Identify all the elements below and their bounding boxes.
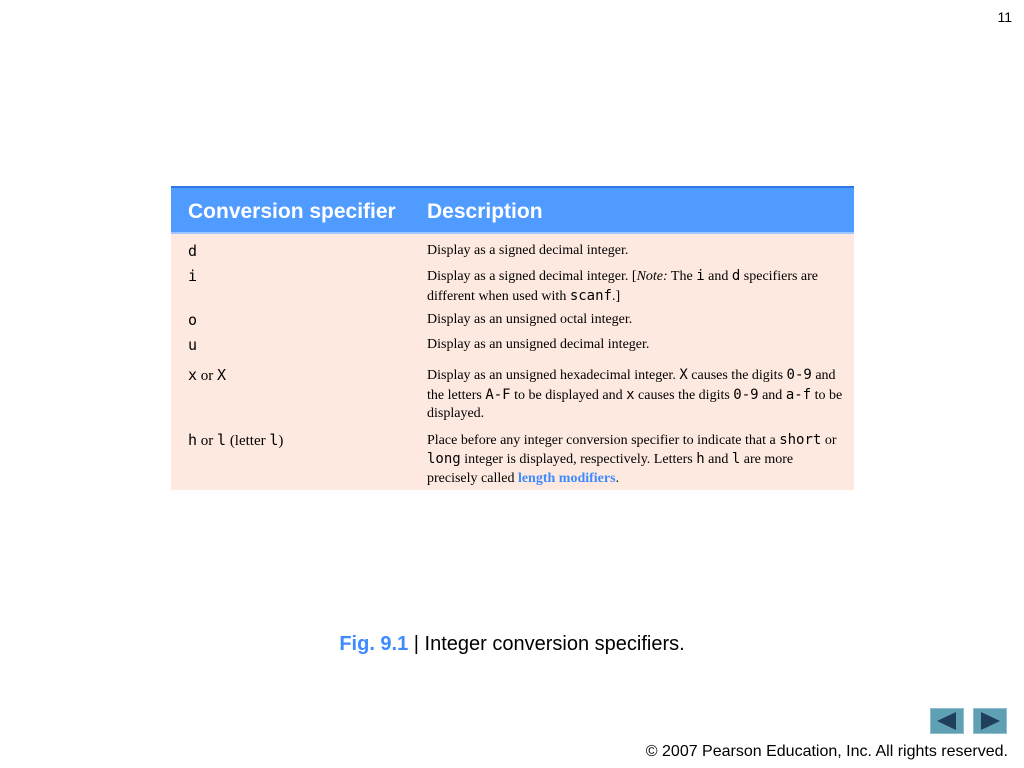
description-text: are more precisely called <box>427 452 794 486</box>
description-cell <box>410 424 854 491</box>
header-description: Description <box>410 187 854 233</box>
code-text: d <box>188 242 198 260</box>
code-text: scanf <box>569 287 612 304</box>
code-text: X <box>679 367 688 383</box>
header-conversion-specifier: Conversion specifier <box>171 187 410 233</box>
description-text: causes the digits <box>634 387 734 403</box>
specifier-cell <box>171 330 410 355</box>
length-modifiers-highlight: length modifiers <box>517 470 616 486</box>
code-text: u <box>188 336 198 354</box>
description-text: The <box>667 269 697 284</box>
previous-slide-button[interactable] <box>930 708 964 734</box>
description-cell <box>410 233 854 262</box>
code-text: X <box>217 366 227 384</box>
specifier-cell <box>171 306 410 330</box>
description-text: to be displayed. <box>427 387 843 421</box>
triangle-left-icon <box>931 709 963 733</box>
code-text: l <box>217 430 227 449</box>
description-text: and the letters <box>427 368 836 403</box>
code-text: h <box>696 451 705 467</box>
description-cell <box>410 355 854 424</box>
code-text: 0-9 <box>733 386 759 403</box>
description-text: Display as an unsigned octal integer. <box>427 312 633 327</box>
description-text: specifiers are different when used with <box>427 269 819 304</box>
table-row <box>171 424 854 491</box>
code-text: x <box>188 366 198 384</box>
description-text: Display as an unsigned hexadecimal integer. <box>427 368 680 383</box>
figure-title: | Integer conversion specifiers. <box>408 633 685 655</box>
copyright-text: © 2007 Pearson Education, Inc. All rights reserved. <box>645 743 1008 760</box>
code-text: l <box>731 451 741 467</box>
specifier-text: ) <box>278 432 284 449</box>
description-text: or <box>821 432 837 448</box>
specifier-cell <box>171 424 410 491</box>
description-cell <box>410 262 854 306</box>
specifier-text: or <box>197 432 218 449</box>
figure-label: Fig. 9.1 <box>339 633 409 655</box>
description-text: . <box>615 470 620 486</box>
note-label: Note: <box>636 269 668 284</box>
code-text: 0-9 <box>786 367 812 383</box>
specifier-cell <box>171 355 410 424</box>
table-row <box>171 233 854 262</box>
table-row <box>171 330 854 355</box>
description-text: and <box>704 452 732 467</box>
code-text: i <box>188 267 198 285</box>
description-text: Display as a signed decimal integer. <box>427 243 629 258</box>
page-number: 11 <box>997 9 1012 25</box>
description-text: and <box>704 269 732 284</box>
description-text: Place before any integer conversion specifier to indicate that a <box>427 432 780 448</box>
triangle-right-icon <box>974 709 1006 733</box>
description-cell <box>410 306 854 330</box>
description-text: integer is displayed, respectively. Letters <box>460 452 697 467</box>
specifier-text: (letter <box>226 432 270 449</box>
code-text: l <box>269 430 279 449</box>
code-text: x <box>626 386 635 403</box>
description-text: and <box>758 387 786 403</box>
table-row <box>171 262 854 306</box>
description-text: Display as a signed decimal integer. [ <box>427 269 637 284</box>
code-text: h <box>188 430 198 449</box>
next-slide-button[interactable] <box>973 708 1007 734</box>
description-text: .] <box>611 288 621 304</box>
code-text: o <box>188 311 198 329</box>
description-cell <box>410 330 854 355</box>
code-text: long <box>427 451 461 467</box>
table-header-row <box>171 187 854 233</box>
description-text: causes the digits <box>687 368 787 383</box>
code-text: d <box>731 268 741 284</box>
table-row <box>171 306 854 330</box>
conversion-specifier-table <box>171 186 854 490</box>
code-text: A-F <box>485 386 511 403</box>
table-row <box>171 355 854 424</box>
specifier-cell <box>171 262 410 306</box>
code-text: i <box>696 268 705 284</box>
figure-caption <box>0 633 1024 656</box>
specifier-text: or <box>197 368 218 384</box>
description-text: Display as an unsigned decimal integer. <box>427 337 650 352</box>
description-text: to be displayed and <box>510 387 627 403</box>
code-text: short <box>779 431 822 448</box>
specifier-cell <box>171 233 410 262</box>
code-text: a-f <box>785 386 812 403</box>
